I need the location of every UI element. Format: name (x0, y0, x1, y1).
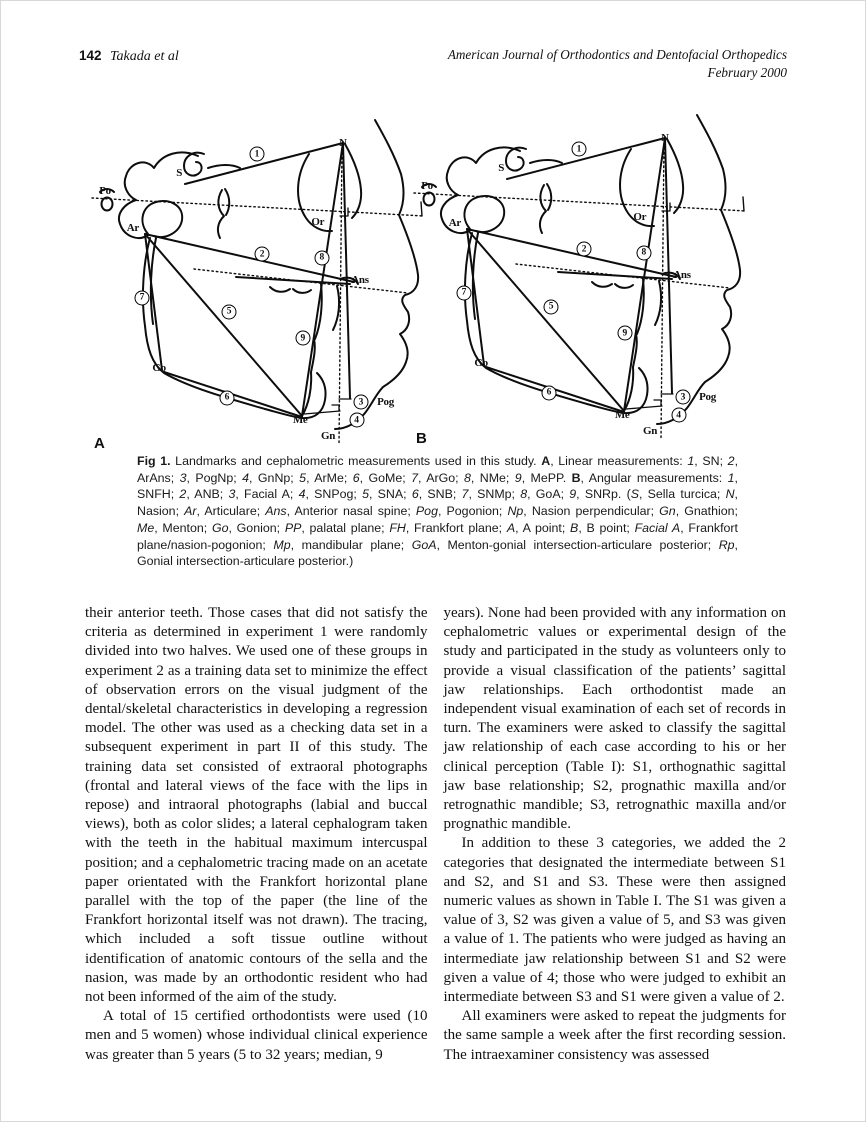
caption-segment: Ar (184, 504, 197, 519)
caption-segment: , Linear measurements: (550, 454, 688, 468)
caption-segment: 8 (463, 470, 471, 485)
caption-segment: , SNA; (368, 487, 412, 502)
caption-segment: 9 (569, 487, 577, 502)
running-head-right (448, 46, 787, 82)
figure-caption (137, 453, 738, 570)
caption-segment: , ArMe; (306, 470, 353, 485)
panel-letter-a: A (94, 435, 105, 452)
page-header (79, 46, 787, 86)
caption-segment: , Nasion perpendicular; (523, 504, 660, 519)
measurement-number-7: 7 (457, 285, 472, 300)
landmark-label-n: N (661, 131, 669, 144)
caption-segment: 3 (228, 487, 236, 502)
measurement-number-6: 6 (542, 385, 557, 400)
page-number: 142 (79, 48, 102, 63)
caption-segment: Rp (718, 537, 735, 552)
landmark-label-gn: Gn (642, 424, 658, 437)
caption-segment: , SNPog; (305, 487, 363, 502)
caption-segment: , Facial A; (235, 487, 299, 502)
landmark-label-me: Me (292, 414, 308, 427)
caption-segment: , Angular measurements: (580, 470, 728, 485)
running-authors: Takada et al (110, 49, 179, 64)
caption-segment: , SNMp; (468, 487, 521, 502)
caption-segment: 2 (179, 487, 187, 502)
caption-segment: 3 (179, 470, 187, 485)
measurement-number-8: 8 (636, 245, 651, 260)
caption-segment: , Articulare; (196, 504, 266, 519)
landmark-label-ar: Ar (448, 216, 461, 229)
caption-segment: , Gonial intersection-articulare posterior.) (137, 537, 738, 569)
measurement-number-3: 3 (676, 390, 691, 405)
measurement-number-6: 6 (220, 390, 235, 405)
caption-segment: 8 (520, 487, 528, 502)
landmark-label-me: Me (614, 409, 630, 422)
left-column (85, 604, 428, 1065)
measurement-number-3: 3 (354, 395, 369, 410)
caption-segment: N (725, 487, 735, 502)
caption-segment: , Sella turcica; (638, 487, 726, 502)
caption-segment: 9 (514, 470, 522, 485)
caption-segment: FH (389, 520, 406, 535)
caption-segment: , Pogonion; (437, 504, 508, 519)
caption-segment: , NMe; (470, 470, 515, 485)
panel-letter-b: B (416, 430, 427, 447)
caption-segment: , Nasion; (137, 487, 738, 519)
measurement-number-4: 4 (349, 413, 364, 428)
caption-segment: , SNB; (418, 487, 462, 502)
measurement-number-1: 1 (249, 147, 264, 162)
caption-segment: Mp (273, 537, 291, 552)
measurement-number-1: 1 (571, 142, 586, 157)
caption-segment: 7 (411, 470, 419, 485)
caption-segment: PP (284, 520, 302, 535)
caption-segment: 6 (352, 470, 360, 485)
landmark-label-s: S (176, 166, 183, 179)
caption-segment: , Anterior nasal spine; (286, 504, 416, 519)
caption-segment: Go (211, 520, 229, 535)
measurement-number-4: 4 (671, 408, 686, 423)
caption-segment: , ArGo; (418, 470, 464, 485)
body-paragraph: All examiners were asked to repeat the judgments for the same sample a week after the first recording session. The intraexaminer consistency was assessed (443, 1008, 786, 1063)
landmark-label-ar: Ar (126, 221, 139, 234)
landmark-label-or: Or (633, 211, 647, 224)
caption-segment: , palatal plane; (301, 520, 390, 535)
measurement-number-9: 9 (617, 326, 632, 341)
figure-panel-b (410, 107, 750, 447)
caption-segment: B (571, 470, 581, 485)
caption-segment: 4 (298, 487, 306, 502)
caption-segment: Gn (659, 504, 676, 519)
caption-segment: , A point; (515, 520, 571, 535)
landmark-label-ans: Ans (351, 273, 369, 286)
caption-segment: , SNRp. ( (576, 487, 631, 502)
landmark-label-s: S (498, 161, 505, 174)
landmark-label-pog: Pog (377, 396, 394, 409)
caption-segment: , ANB; (186, 487, 229, 502)
caption-segment: Ans (265, 504, 287, 519)
caption-segment: 1 (687, 454, 695, 468)
running-head-left (79, 48, 179, 65)
caption-segment: 7 (461, 487, 469, 502)
caption-segment: , SN; (694, 454, 728, 468)
landmark-label-go: Go (152, 362, 166, 375)
caption-segment: , SNFH; (137, 470, 738, 502)
figure-panel-a (88, 112, 428, 452)
caption-segment: Pog (415, 504, 438, 519)
landmark-label-pog: Pog (699, 391, 716, 404)
landmark-label-n: N (339, 136, 347, 149)
caption-segment: , MePP. (521, 470, 572, 485)
caption-segment: , B point; (578, 520, 635, 535)
caption-segment: , Menton-gonial intersection-articulare posterior; (436, 537, 719, 552)
caption-segment: , mandibular plane; (290, 537, 412, 552)
caption-segment: , ArAns; (137, 454, 739, 485)
caption-segment: Fig 1. (137, 454, 171, 468)
body-paragraph: In addition to these 3 categories, we added the 2 categories that designated the intermediate between S1 and S2, and S1 and S3. These were then assigned numeric values as shown in Table I. The S1 was given a value of 3, S2 was given a value of 5, and S3 was given a value of 1. The patients who were judged as having an intermediate jaw relationship between S1 and S2 were given a value of 4; those who were judged to exhibit an intermediate between S3 and S1 were given a value of 2. (443, 835, 786, 1006)
caption-segment: , Gonion; (228, 520, 285, 535)
landmark-label-ans: Ans (673, 268, 691, 281)
landmark-label-po: Po (421, 179, 433, 192)
caption-segment: , Gnathion; (675, 504, 738, 519)
caption-segment: , Menton; (154, 520, 212, 535)
caption-segment: 6 (411, 487, 419, 502)
measurement-number-5: 5 (544, 299, 559, 314)
body-paragraph: years). None had been provided with any information on cephalometric values or experimental design of the study and participated in the study as volunteers only to provide a visual classification of the patients’ sagittal jaw relationships. Each orthodontist made an independent visual examination of each set of records in turn. The examiners were asked to classify the sagittal jaw relationship of each case according to his or her clinical perception (Table I): S1, orthognathic sagittal jaw base relationship; S2, prognathic maxilla and/or retrognathic mandible; S3, retrognathic maxilla and/or prognathic mandible. (443, 605, 786, 833)
caption-segment: A (541, 454, 551, 468)
caption-segment: , Frankfort plane; (405, 520, 507, 535)
landmark-label-or: Or (311, 216, 325, 229)
caption-segment: Facial A (634, 520, 681, 535)
measurement-number-7: 7 (135, 290, 150, 305)
landmark-label-po: Po (99, 184, 111, 197)
body-text (85, 604, 786, 1065)
measurement-number-5: 5 (222, 304, 237, 319)
landmark-label-go: Go (474, 357, 488, 370)
caption-segment: 2 (727, 454, 735, 468)
caption-segment: , PogNp; (186, 470, 243, 485)
measurement-number-9: 9 (295, 331, 310, 346)
right-column (444, 604, 787, 1065)
caption-segment: , Frankfort plane/nasion-pogonion; (137, 520, 738, 552)
caption-segment: B (570, 520, 579, 535)
body-paragraph: A total of 15 certified orthodontists were used (10 men and 5 women) whose individual clinical experience was greater than 5 years (5 to 32 years; median, 9 (85, 1008, 428, 1063)
caption-segment: , GoA; (527, 487, 570, 502)
measurement-number-2: 2 (577, 242, 592, 257)
measurement-number-8: 8 (314, 250, 329, 265)
caption-segment: 5 (299, 470, 307, 485)
caption-segment: , GoMe; (359, 470, 412, 485)
caption-segment: A (506, 520, 516, 535)
caption-segment: S (630, 487, 639, 502)
body-paragraph: their anterior teeth. Those cases that did not satisfy the criteria as determined in experiment 1 were randomly divided into two halves. We used one of these groups in experiment 2 as a training data set to minimize the effect of observation errors on the visual judgment of the dental/skeletal characteristics in developing a regression model. The other was used as a checking data set in a subsequent experiment in part II of this study. The training data set consisted of extraoral photographs (frontal and lateral views of the face with the lips in repose) and intraoral photographs (labial and buccal views), both as color slides; a lateral cephalogram taken with the teeth in the habitual maximum intercuspal position; and a cephalometric tracing made on an acetate paper orientated with the Frankfort horizontal plane parallel with the top of the paper (the line of the Frankfort horizontal itself was not drawn). The tracing, which included a soft tissue outline without identification of anatomic contours of the sella and the nasion, was made by an orthodontic resident who had not been informed of the aim of the study. (85, 605, 428, 1006)
measurement-number-2: 2 (255, 247, 270, 262)
journal-issue-date: February 2000 (707, 65, 787, 80)
landmark-label-gn: Gn (320, 429, 336, 442)
caption-segment: Me (137, 520, 155, 535)
caption-segment: Landmarks and cephalometric measurements used in this study. (170, 454, 542, 468)
journal-title: American Journal of Orthodontics and Dentofacial Orthopedics (447, 47, 787, 62)
caption-segment: Np (507, 504, 524, 519)
caption-segment: 1 (727, 470, 735, 485)
caption-segment: 5 (362, 487, 369, 502)
caption-segment: , GnNp; (249, 470, 300, 485)
caption-segment: GoA (411, 537, 437, 552)
caption-segment: 4 (242, 470, 250, 485)
